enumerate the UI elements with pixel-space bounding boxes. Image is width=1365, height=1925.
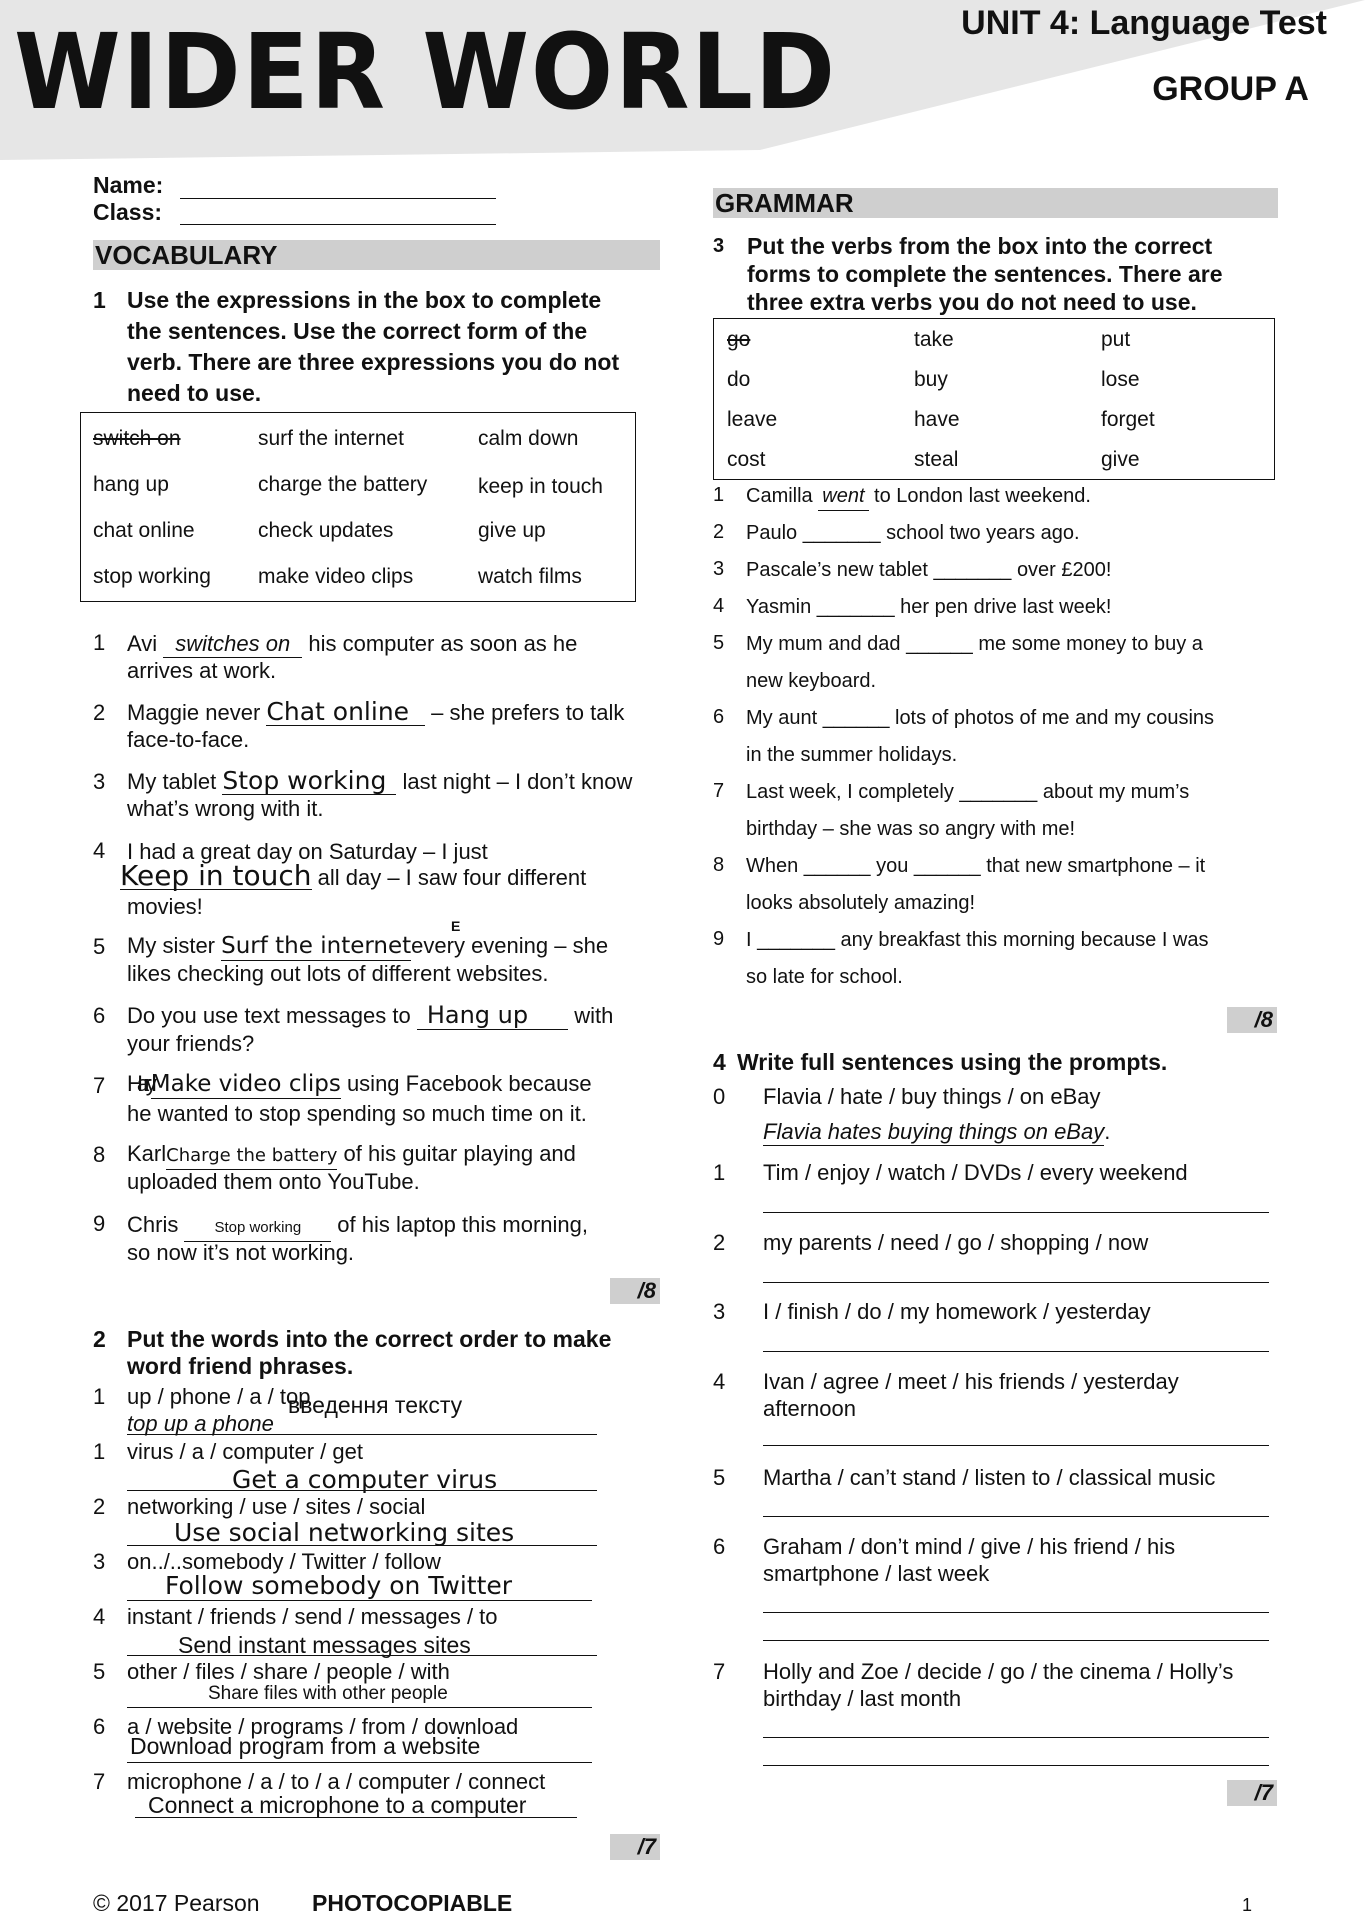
item-text: your friends? <box>127 1031 255 1056</box>
item-text: My tablet <box>127 769 223 794</box>
item-text: – she prefers to talk <box>425 700 625 725</box>
ex4-score: /7 <box>1227 1780 1277 1806</box>
verb-box-item: have <box>914 408 960 431</box>
verb-box-item: buy <box>914 368 948 391</box>
word-box-item: surf the internet <box>258 427 404 450</box>
ex3-item-text[interactable]: Pascale’s new tablet _______ over £200! <box>746 559 1112 581</box>
item-prompt: networking / use / sites / social <box>127 1494 426 1519</box>
ex2-instruction-line: Put the words into the correct order to make <box>127 1326 612 1352</box>
answer-field[interactable]: Stop working <box>222 767 396 795</box>
item-text: movies! <box>127 894 203 919</box>
item-text: Avi <box>127 631 164 656</box>
item-text: Maggie never <box>127 700 267 725</box>
item-prompt: microphone / a / to / a / computer / connect <box>127 1769 546 1794</box>
item-number: 4 <box>713 595 725 617</box>
item-text: Camilla <box>746 485 819 507</box>
item-number: 2 <box>713 521 725 543</box>
ex3-item-text: birthday – she was so angry with me! <box>746 818 1076 840</box>
overlay-note: введення тексту <box>288 1392 463 1418</box>
ex3-item-text[interactable]: My mum and dad ______ me some money to buy a <box>746 633 1203 655</box>
item-text: Chris <box>127 1212 185 1237</box>
answer-line[interactable] <box>763 1612 1269 1613</box>
ex1-instruction-line: need to use. <box>127 380 262 406</box>
item-number: 6 <box>93 1003 106 1028</box>
answer-field[interactable]: Hang up <box>417 1002 568 1030</box>
answer-line[interactable] <box>763 1640 1269 1641</box>
answer-field[interactable]: Make video clips <box>150 1071 341 1097</box>
item-text: Karl <box>127 1141 167 1166</box>
ex3-item-text[interactable]: Yasmin _______ her pen drive last week! <box>746 596 1112 618</box>
item-number: 7 <box>93 1073 106 1098</box>
photocopiable-label: PHOTOCOPIABLE <box>312 1890 513 1916</box>
item-number: 8 <box>93 1142 106 1167</box>
item-text: using Facebook because <box>340 1071 592 1096</box>
item-prompt: Martha / can’t stand / listen to / classical music <box>763 1465 1216 1490</box>
verb-box-item: cost <box>727 448 766 471</box>
ex4-instruction-text: Write full sentences using the prompts. <box>737 1049 1168 1075</box>
ex3-instruction-line: Put the verbs from the box into the correct <box>747 233 1213 259</box>
item-text: My sister <box>127 933 222 958</box>
word-box-item: watch films <box>478 565 582 588</box>
item-text: so now it’s not working. <box>127 1240 355 1265</box>
item-text: to London last weekend. <box>868 485 1091 507</box>
answer-text[interactable]: Use social networking sites <box>174 1518 515 1547</box>
item-text: every evening – she <box>411 933 609 958</box>
answer-text[interactable]: Follow somebody on Twitter <box>165 1571 513 1600</box>
item-prompt: I / finish / do / my homework / yesterday <box>763 1299 1151 1324</box>
ex4-instruction <box>713 1047 1313 1077</box>
verb-box-item: take <box>914 328 954 351</box>
answer-line[interactable] <box>763 1282 1269 1283</box>
item-prompt: smartphone / last week <box>763 1561 990 1586</box>
ex3-item-text[interactable]: Paulo _______ school two years ago. <box>746 522 1080 544</box>
ex1-instruction-line: verb. There are three expressions you do not <box>127 349 620 375</box>
item-text: of his laptop this morning, <box>331 1212 588 1237</box>
item-number: 9 <box>93 1211 106 1236</box>
item-number: 5 <box>713 632 725 654</box>
word-box-item: check updates <box>258 519 394 542</box>
answer-field[interactable]: switches on <box>163 630 302 658</box>
word-box-item: make video clips <box>258 565 414 588</box>
item-number: 7 <box>93 1769 106 1794</box>
copyright: © 2017 Pearson <box>93 1890 260 1916</box>
example-answer: Flavia hates buying things on eBay <box>763 1119 1105 1144</box>
class-field[interactable] <box>180 224 496 225</box>
verb-box-item: put <box>1101 328 1131 351</box>
answer-line[interactable] <box>763 1445 1269 1446</box>
stray-mark: E <box>451 918 461 934</box>
item-number: 2 <box>93 700 106 725</box>
item-text: I had a great day on Saturday – I just <box>127 839 488 864</box>
answer-field[interactable]: Stop working <box>184 1214 331 1242</box>
ex3-item-text: new keyboard. <box>746 670 877 692</box>
item-number: 1 <box>93 630 106 655</box>
item-number: 6 <box>713 706 725 728</box>
item-number: 6 <box>93 1714 106 1739</box>
logo: WIDER WORLD <box>14 11 837 133</box>
answer-line <box>127 1490 597 1491</box>
item-number: 6 <box>713 1534 726 1559</box>
answer-line <box>127 1545 597 1546</box>
answer-field[interactable]: Surf the internet <box>221 933 412 959</box>
answer-text[interactable]: Download program from a website <box>130 1733 481 1759</box>
verb-box-item: steal <box>914 448 959 471</box>
word-box-item: calm down <box>478 427 579 450</box>
item-number: 7 <box>713 1659 726 1684</box>
item-text: face-to-face. <box>127 727 250 752</box>
item-text: last night – I don’t know <box>396 769 633 794</box>
item-number: 1 <box>713 1160 726 1185</box>
ex3-item-text: looks absolutely amazing! <box>746 892 976 914</box>
item-text: with <box>568 1003 614 1028</box>
item-number: 2 <box>713 1230 726 1255</box>
item-text: all day – I saw four different <box>311 865 587 890</box>
ex1-number: 1 <box>93 287 106 313</box>
item-number: 3 <box>713 1299 726 1324</box>
word-box-item: keep in touch <box>478 475 603 498</box>
item-number: 0 <box>713 1084 726 1109</box>
ex1-instruction-line: Use the expressions in the box to complete <box>127 287 602 313</box>
answer-field[interactable]: Charge the battery <box>166 1142 337 1170</box>
item-number: 2 <box>93 1494 106 1519</box>
answer-text[interactable]: Connect a microphone to a computer <box>148 1792 527 1818</box>
answer-field[interactable]: Keep in touch <box>120 859 312 892</box>
name-field[interactable] <box>180 198 496 199</box>
answer-field[interactable]: Chat online <box>266 698 425 726</box>
group-title: GROUP A <box>1152 70 1309 108</box>
answer-text[interactable]: Share files with other people <box>208 1683 448 1704</box>
ex3-instruction-line: forms to complete the sentences. There are <box>747 261 1223 287</box>
verb-box-item: do <box>727 368 751 391</box>
verb-box-item: give <box>1101 448 1140 471</box>
answer-line <box>127 1434 597 1435</box>
answer-text[interactable]: Send instant messages sites <box>178 1632 471 1658</box>
answer-line <box>127 1600 592 1601</box>
ex1-word-box <box>80 412 636 602</box>
item-text: Harry <box>127 1071 151 1096</box>
item-prompt: Flavia / hate / buy things / on eBay <box>763 1084 1101 1109</box>
answer-line <box>127 1655 597 1656</box>
item-prompt: Tim / enjoy / watch / DVDs / every weekend <box>763 1160 1188 1185</box>
answer-line <box>127 1762 592 1763</box>
item-number: 4 <box>713 1369 726 1394</box>
answer-line[interactable] <box>763 1351 1269 1352</box>
item-text: his computer as soon as he <box>302 631 578 656</box>
grammar-heading: GRAMMAR <box>713 188 1278 218</box>
word-box-item: switch on <box>93 427 181 450</box>
answer-text[interactable]: top up a phone <box>127 1411 274 1436</box>
item-prompt: my parents / need / go / shopping / now <box>763 1230 1149 1255</box>
ex2-number: 2 <box>93 1326 106 1352</box>
answer-line <box>127 1707 592 1708</box>
item-text: what’s wrong with it. <box>127 796 324 821</box>
ex3-number: 3 <box>713 235 725 257</box>
item-number: 3 <box>93 769 106 794</box>
item-prompt: on../..somebody / Twitter / follow <box>127 1549 441 1574</box>
word-box-item: chat online <box>93 519 195 542</box>
word-box-item: hang up <box>93 473 169 496</box>
ex1-score: /8 <box>610 1278 660 1304</box>
answer-text[interactable]: Get a computer virus <box>232 1465 498 1494</box>
item-text: of his guitar playing and <box>337 1141 576 1166</box>
item-number: 1 <box>713 484 725 506</box>
unit-title: UNIT 4: Language Test <box>961 4 1327 42</box>
ex3-verb-box <box>713 318 1275 480</box>
item-text: likes checking out lots of different websites. <box>127 961 549 986</box>
item-text: uploaded them onto YouTube. <box>127 1169 420 1194</box>
ex2-instruction-line: word friend phrases. <box>127 1353 354 1379</box>
answer-line[interactable] <box>763 1737 1269 1738</box>
answer-line <box>135 1817 577 1818</box>
item-number: 3 <box>713 558 725 580</box>
answer-line[interactable] <box>763 1212 1269 1213</box>
item-prompt: afternoon <box>763 1396 856 1421</box>
item-number: 4 <box>93 1604 106 1629</box>
verb-box-item: forget <box>1101 408 1155 431</box>
name-label: Name: <box>93 172 164 198</box>
ex3-score: /8 <box>1227 1007 1277 1033</box>
word-box-item: charge the battery <box>258 473 428 496</box>
ex3-item-text[interactable]: When ______ you ______ that new smartphone – it <box>746 855 1206 877</box>
item-prompt: other / files / share / people / with <box>127 1659 450 1684</box>
item-number: 5 <box>93 1659 106 1684</box>
item-prompt: up / phone / a / top <box>127 1384 311 1409</box>
ex2-instruction <box>93 1326 663 1388</box>
item-prompt: instant / friends / send / messages / to <box>127 1604 498 1629</box>
word-box-item: give up <box>478 519 546 542</box>
item-text: Do you use text messages to <box>127 1003 417 1028</box>
item-number: 5 <box>713 1465 726 1490</box>
item-prompt: Ivan / agree / meet / his friends / yesterday <box>763 1369 1179 1394</box>
item-prompt: Graham / don’t mind / give / his friend / his <box>763 1534 1176 1559</box>
verb-box-item: go <box>727 328 751 351</box>
answer-field[interactable]: went <box>818 483 868 511</box>
item-prompt: birthday / last month <box>763 1686 962 1711</box>
ex3-item-text[interactable]: I _______ any breakfast this morning because I was <box>746 929 1209 951</box>
ex3-instruction <box>713 232 1313 320</box>
vocabulary-heading: VOCABULARY <box>93 240 660 270</box>
item-number: 8 <box>713 854 725 876</box>
ex3-item-text[interactable]: My aunt ______ lots of photos of me and my cousins <box>746 707 1215 729</box>
item-prompt: Holly and Zoe / decide / go / the cinema / Holly’s <box>763 1659 1234 1684</box>
answer-line[interactable] <box>763 1765 1269 1766</box>
ex1-instruction-line: the sentences. Use the correct form of the <box>127 318 588 344</box>
page-number: 1 <box>1242 1895 1253 1915</box>
ex2-score: /7 <box>610 1834 660 1860</box>
ex3-item-text: so late for school. <box>746 966 903 988</box>
item-number: 4 <box>93 838 106 863</box>
item-number: 5 <box>93 934 106 959</box>
word-box-item: stop working <box>93 565 211 588</box>
verb-box-item: leave <box>727 408 778 431</box>
ex1-instruction <box>93 285 663 410</box>
ex3-item-text[interactable]: Last week, I completely _______ about my mum’s <box>746 781 1190 803</box>
verb-box-item: lose <box>1101 368 1140 391</box>
ex4-number: 4 <box>713 1049 726 1075</box>
class-label: Class: <box>93 199 163 225</box>
item-number: 1 <box>93 1439 106 1464</box>
item-text: he wanted to stop spending so much time on it. <box>127 1101 587 1126</box>
item-prompt: virus / a / computer / get <box>127 1439 363 1464</box>
item-prompt: a / website / programs / from / download <box>127 1714 519 1739</box>
item-number: 3 <box>93 1549 106 1574</box>
item-text: arrives at work. <box>127 658 277 683</box>
ex3-item-text: in the summer holidays. <box>746 744 958 766</box>
answer-line[interactable] <box>763 1516 1269 1517</box>
item-number: 1 <box>93 1384 106 1409</box>
item-number: 9 <box>713 928 725 950</box>
item-number: 7 <box>713 780 725 802</box>
ex3-instruction-line: three extra verbs you do not need to use. <box>747 289 1197 315</box>
